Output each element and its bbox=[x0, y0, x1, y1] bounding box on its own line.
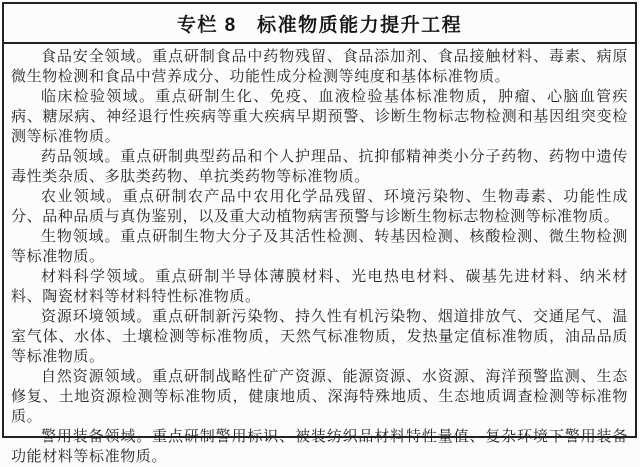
paragraph-resources-environment: 资源环境领域。重点研制新污染物、持久性有机污染物、烟道排放气、交通尾气、温室气体、水体、土壤检测等标准物质，天然气标准物质，发热量定值标准物质，油品品质等标准物质。 bbox=[11, 309, 628, 365]
panel-title-row bbox=[4, 4, 635, 44]
paragraph-police-equipment: 警用装备领域。重点研制警用标识、被装纺织品材料特性量值、复杂环境下警用装备功能材料等标准物质。 bbox=[11, 429, 628, 465]
paragraph-biology: 生物领域。重点研制生物大分子及其活性检测、转基因检测、核酸检测、微生物检测等标准物质。 bbox=[11, 229, 628, 265]
paragraph-natural-resources: 自然资源领域。重点研制战略性矿产资源、能源资源、水资源、海洋预警监测、生态修复、土地资源检测等标准物质，健康地质、深海特殊地质、生态地质调查检测等标准物质。 bbox=[11, 369, 628, 425]
column-8-panel bbox=[2, 2, 637, 465]
panel-title: 专栏 8 标准物质能力提升工程 bbox=[176, 14, 463, 36]
paragraph-agriculture: 农业领域。重点研制农产品中农用化学品残留、环境污染物、生物毒素、功能性成分、品种品质与真伪鉴别，以及重大动植物病害预警与诊断生物标志物检测等标准物质。 bbox=[11, 189, 628, 225]
paragraph-pharmaceuticals: 药品领域。重点研制典型药品和个人护理品、抗抑郁精神类小分子药物、药物中遗传毒性类杂质、多肽类药物、单抗类药物等标准物质。 bbox=[11, 149, 628, 185]
panel-body bbox=[4, 44, 635, 467]
paragraph-food-safety: 食品安全领域。重点研制食品中药物残留、食品添加剂、食品接触材料、毒素、病原微生物检测和食品中营养成分、功能性成分检测等纯度和基体标准物质。 bbox=[11, 49, 628, 85]
paragraph-clinical-testing: 临床检验领域。重点研制生化、免疫、血液检验基体标准物质，肿瘤、心脑血管疾病、糖尿病、神经退行性疾病等重大疾病早期预警、诊断生物标志物检测和基因组突变检测等标准物质。 bbox=[11, 89, 628, 145]
paragraph-materials-science: 材料科学领域。重点研制半导体薄膜材料、光电热电材料、碳基先进材料、纳米材料、陶瓷材料等材料特性标准物质。 bbox=[11, 269, 628, 305]
